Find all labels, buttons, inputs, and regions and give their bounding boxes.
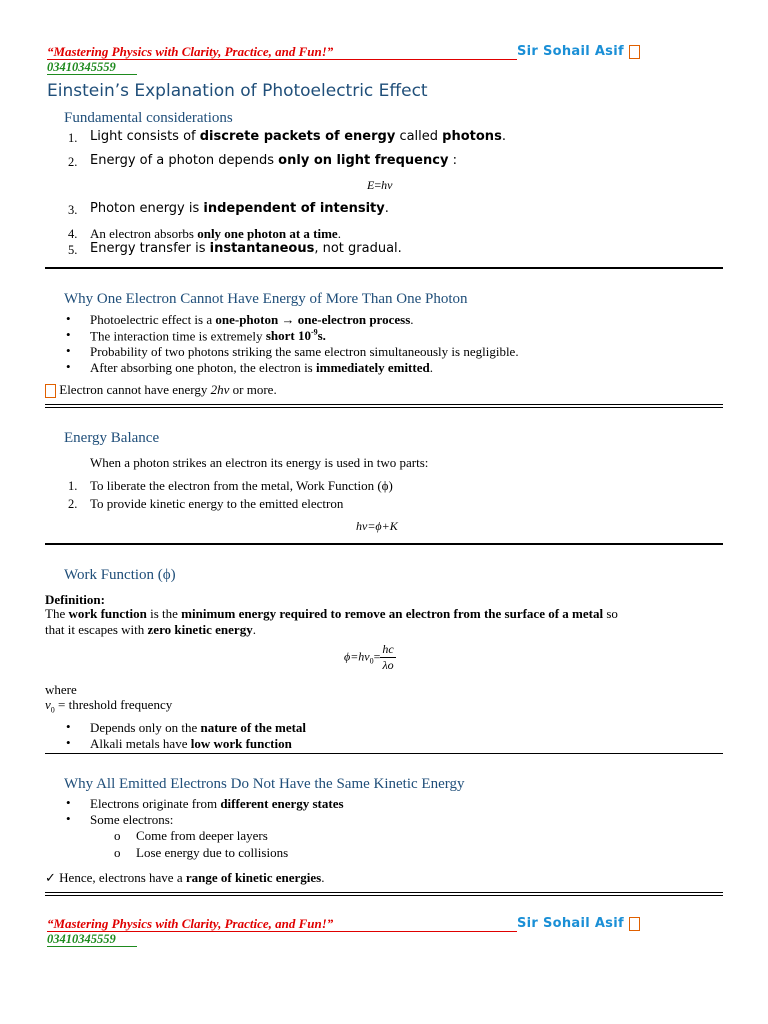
fundamental-num-1: 1. — [68, 131, 78, 145]
bullet-icon: • — [66, 811, 71, 826]
section-divider — [45, 892, 723, 896]
fundamental-item-5: Energy transfer is instantaneous, not gradual. — [90, 241, 402, 256]
header-phone-underline — [47, 74, 137, 75]
bullet-icon: • — [66, 343, 71, 358]
threshold-frequency-def: $\nu_0$ = threshold frequency — [45, 697, 173, 715]
why-one-bullet-4: After absorbing one photon, the electron is immediately emitted. — [90, 360, 433, 375]
footer-author: Sir Sohail Asif — [517, 916, 640, 931]
fundamental-num-3: 3. — [68, 203, 78, 217]
placeholder-box-icon — [629, 917, 640, 931]
bullet-icon: • — [66, 795, 71, 810]
why-one-heading: Why One Electron Cannot Have Energy of More Than One Photon — [64, 291, 468, 307]
work-function-bullet-1: Depends only on the nature of the metal — [90, 720, 307, 735]
fundamental-item-2: Energy of a photon depends only on light frequency : — [90, 153, 457, 168]
fraction: $\frac{hc}{\lambda o}$ — [382, 642, 394, 672]
energy-balance-heading: Energy Balance — [64, 430, 160, 446]
definition-text: The work function is the minimum energy required to remove an electron from the surface of a metal so that it escapes with zero kinetic energy. — [45, 606, 618, 637]
energy-balance-item-1: To liberate the electron from the metal, Work Function (ϕ) — [90, 478, 393, 493]
kinetic-sub-bullet-1: Come from deeper layers — [136, 828, 268, 843]
header-tagline: “Mastering Physics with Clarity, Practice, and Fun!” — [47, 44, 334, 59]
energy-balance-intro: When a photon strikes an electron its energy is used in two parts: — [90, 455, 429, 470]
check-icon: ✓ — [45, 870, 56, 885]
kinetic-heading: Why All Emitted Electrons Do Not Have the Same Kinetic Energy — [64, 776, 465, 792]
fundamental-num-4: 4. — [68, 227, 78, 241]
footer-tagline-underline — [47, 931, 517, 932]
fundamental-num-2: 2. — [68, 155, 78, 169]
bullet-icon: • — [66, 735, 71, 750]
fundamental-item-3: Photon energy is independent of intensity. — [90, 201, 389, 216]
kinetic-bullet-2: Some electrons: — [90, 812, 174, 827]
why-one-note: Electron cannot have energy 2hν or more. — [45, 382, 277, 398]
bullet-icon: • — [66, 359, 71, 374]
energy-balance-num-2: 2. — [68, 497, 78, 511]
equation-work-function: $\phi=h\nu_0=$ $\frac{hc}{\lambda o}$ — [344, 642, 394, 672]
header-tagline-underline — [47, 59, 517, 60]
bullet-icon: • — [66, 327, 71, 342]
footer-phone-underline — [47, 946, 137, 947]
placeholder-box-icon — [45, 384, 56, 398]
header-author: Sir Sohail Asif — [517, 44, 640, 59]
footer-phone: 03410345559 — [47, 932, 116, 946]
fundamental-item-4: An electron absorbs only one photon at a time. — [90, 226, 341, 241]
section-divider — [45, 753, 723, 754]
kinetic-conclusion: ✓ Hence, electrons have a range of kinetic energies. — [45, 870, 325, 885]
fundamental-num-5: 5. — [68, 243, 78, 257]
placeholder-box-icon — [629, 45, 640, 59]
fundamental-heading: Fundamental considerations — [64, 110, 233, 126]
definition-label: Definition: — [45, 592, 105, 607]
where-label: where — [45, 682, 77, 697]
energy-balance-item-2: To provide kinetic energy to the emitted electron — [90, 496, 344, 511]
why-one-bullet-2: The interaction time is extremely short $10^{-9}s$. — [90, 328, 326, 344]
page-title: Einstein’s Explanation of Photoelectric Effect — [47, 81, 428, 101]
section-divider — [45, 404, 723, 408]
section-divider — [45, 267, 723, 269]
work-function-heading: Work Function (ϕ) — [64, 567, 176, 583]
header-phone: 03410345559 — [47, 60, 116, 74]
equation-photon-energy: E=hν — [367, 178, 393, 192]
sub-bullet-icon: o — [114, 828, 121, 843]
sub-bullet-icon: o — [114, 845, 121, 860]
footer-tagline: “Mastering Physics with Clarity, Practice, and Fun!” — [47, 916, 334, 931]
section-divider — [45, 543, 723, 545]
why-one-bullet-1: Photoelectric effect is a one-photon → one-electron process. — [90, 312, 414, 327]
equation-energy-balance: hν=ϕ+K — [356, 519, 398, 533]
energy-balance-num-1: 1. — [68, 479, 78, 493]
kinetic-sub-bullet-2: Lose energy due to collisions — [136, 845, 289, 860]
work-function-bullet-2: Alkali metals have low work function — [90, 736, 292, 751]
why-one-bullet-3: Probability of two photons striking the same electron simultaneously is negligible. — [90, 344, 519, 359]
bullet-icon: • — [66, 311, 71, 326]
bullet-icon: • — [66, 719, 71, 734]
kinetic-bullet-1: Electrons originate from different energy states — [90, 796, 344, 811]
fundamental-item-1: Light consists of discrete packets of energy called photons. — [90, 129, 506, 144]
